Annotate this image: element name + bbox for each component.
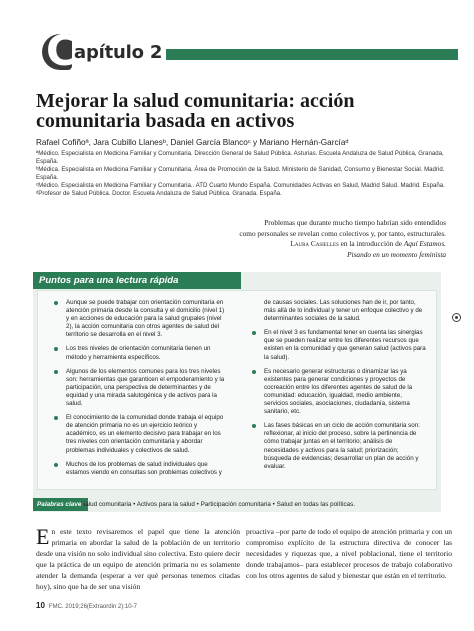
keywords-label: Palabras clave: (33, 498, 88, 511)
citation: FMC. 2019;26(Extraordin 2):10-7 (48, 604, 137, 610)
page-number: 10 (36, 601, 45, 610)
summary-item: Los tres niveles de orientación comunitaria tienen un método y herramienta específicos. (52, 345, 228, 361)
summary-item: En el nivel 3 es fundamental tener en cuenta las sinergias que se pueden realizar entre los diferentes recursos que existen en la comunidad y que generan salud (activos para la salud). (250, 329, 426, 361)
summary-item: Algunos de los elementos comunes para los tres niveles son: herramientas que garanticen el empoderamiento y la participación, una perspectiva de determinantes y de equidad y una mirada salutogénica y de activos para la salud. (52, 368, 228, 408)
bullet-icon (252, 370, 256, 374)
bullet-icon (252, 331, 256, 335)
affiliation-b: ᵇMédica. Especialista en Medicina Familiar y Comunitaria. Área de Promoción de la Salud. Ministerio de Sanidad, Consumo y Bienestar Social. Madrid. España. (36, 166, 445, 182)
summary-box (33, 272, 441, 512)
body-column-right: proactiva –por parte de todo el equipo de atención primaria y con un compromiso explícito de la estructura directiva de conocer las necesidades y riquezas que, a nivel poblacional, tiene el territorio donde trabajamos– para establecer procesos de trabajo colaborativo con los otros agentes de salud y bienestar que están en el territorio. (246, 527, 452, 580)
summary-content (37, 290, 437, 490)
bullet-icon (54, 301, 58, 305)
epigraph-book-subtitle: Pisando en un momento feminista (347, 249, 446, 259)
summary-item: Aunque se puede trabajar con orientación comunitaria en atención primaria desde la consulta y el domicilio (nivel 1) y en acciones de educación para la salud grupales (nivel 2), la acción comunitaria con otros agentes de salud del territorio se desarrolla en el nivel 3. (52, 299, 228, 339)
summary-item: Es necesario generar estructuras o dinamizar las ya existentes para generar condiciones y proyectos de cocreación entre los diferentes agentes de salud de la comunidad: educación, igualdad, medio ambiente, servicios sociales, asociaciones, ciudadanía, sistema sanitario, etc. (250, 368, 426, 417)
bullet-icon (54, 416, 58, 420)
registration-mark-icon (452, 313, 461, 322)
affiliation-d: ᵈProfesor de Salud Pública. Doctor. Escuela Andaluza de Salud Pública. Granada. España. (36, 190, 282, 198)
epigraph-attribution-text: en la introducción de (338, 239, 404, 249)
summary-item: El conocimiento de la comunidad donde trabaja el equipo de atención primaria no es un ejercicio teórico y académico, es un elemento decisivo para trabajar en los tres niveles con orientación comunitaria y abordar problemas individuales y colectivos de salud. (52, 414, 228, 454)
epigraph-line-2: como personales se revelan como colectivos y, por tanto, estructurales. (239, 228, 446, 238)
chapter-initial: C (46, 26, 77, 75)
bullet-icon (54, 347, 58, 351)
page-footer (36, 601, 137, 610)
affiliations (36, 150, 446, 199)
chapter-word: apítulo 2 (74, 42, 163, 63)
epigraph-author: Laura Casielles (290, 239, 339, 249)
bullet-icon (54, 463, 58, 467)
summary-heading: Puntos para una lectura rápida (33, 272, 241, 289)
drop-cap: E (36, 524, 50, 549)
summary-right-column (250, 299, 426, 477)
affiliation-c: ᶜMédico. Especialista en Medicina Familiar y Comunitaria.. ATD Cuarto Mundo España. Comunidades Activas en Salud, Madrid Salud. Madrid. España. (36, 182, 445, 190)
summary-left-column (52, 299, 228, 483)
body-left-text: n este texto revisaremos el papel que tiene la atención primaria en abordar la salud de la población de un territorio desde una visión no solo individual sino colectiva. Esto quiere decir que la práctica de un equipo de atención primaria no es solamente atender la demanda (esperar a ver qué personas tenemos citadas hoy), sino que ha de ser una visión (36, 527, 240, 591)
bullet-icon (54, 370, 58, 374)
summary-item: Las fases básicas en un ciclo de acción comunitaria son: reflexionar, al inicio del proceso, sobre la pertinencia de cómo trabajar juntas en el territorio; análisis de necesidades y activos para la salud; priorización; búsqueda de evidencias; desarrollar un plan de acción y evaluar. (250, 422, 426, 471)
body-column-left (36, 524, 240, 592)
chapter-header (40, 26, 460, 75)
author-list: Rafael Cofiñoª, Jara Cubillo Llanesᵇ, Daniel García Blancoᶜ y Mariano Hernán-Garcíaᵈ (36, 138, 349, 147)
epigraph-line-1: Problemas que durante mucho tiempo habrían sido entendidos (264, 218, 446, 227)
summary-item: Muchos de los problemas de salud individuales que estamos viendo en consultas son problemas colectivos y (52, 461, 228, 477)
epigraph (200, 218, 446, 260)
epigraph-book-title: Aquí Estamos. (403, 239, 446, 249)
keywords-text: Salud comunitaria • Activos para la salud • Participación comunitaria • Salud en todas las políticas. (81, 501, 356, 508)
keywords-row (33, 498, 441, 511)
affiliation-a: ªMédico. Especialista en Medicina Familiar y Comunitaria. Dirección General de Salud Pública. Asturias. Escuela Andaluza de Salud Pública, Granada, España. (36, 150, 444, 166)
epigraph-attribution (200, 239, 446, 250)
bullet-icon (252, 424, 256, 428)
chapter-bar (166, 49, 458, 60)
summary-item-continuation: de causas sociales. Las soluciones han de ir, por tanto, más allá de lo individual y tener un enfoque colectivo y de determinantes sociales de la salud. (264, 299, 423, 323)
article-title: Mejorar la salud comunitaria: acción comunitaria basada en activos (36, 90, 355, 132)
